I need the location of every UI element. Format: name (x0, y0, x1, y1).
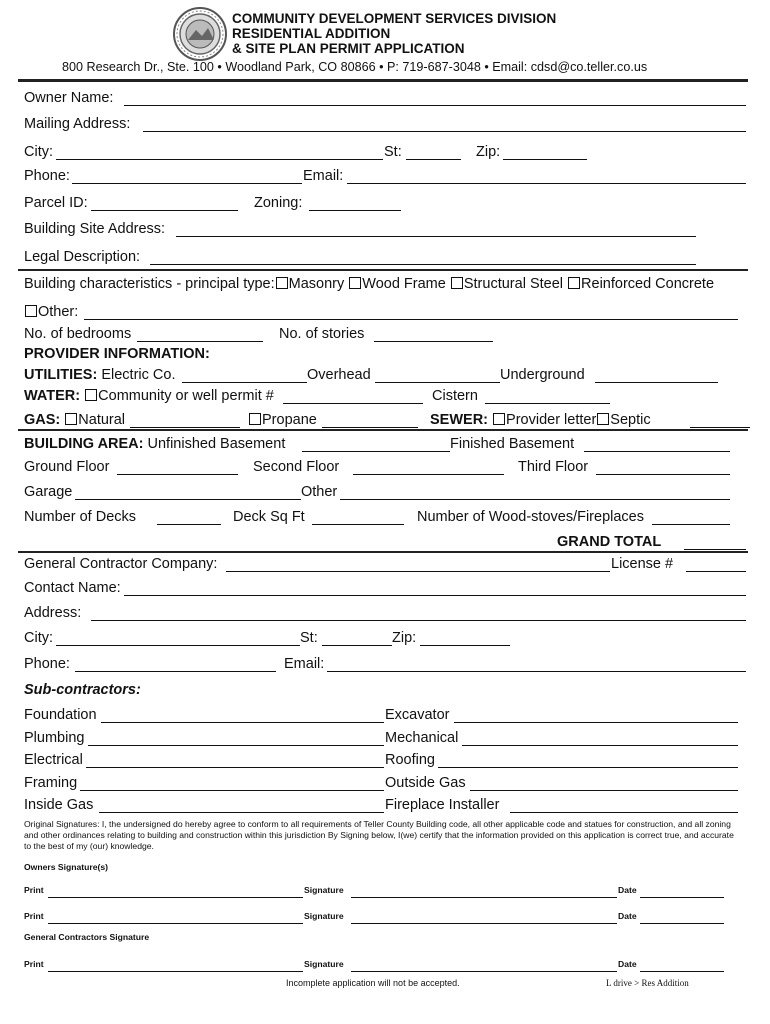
overhead-label: Overhead (307, 367, 371, 383)
electric-label: Electric Co. (101, 367, 176, 383)
legal-description-field[interactable] (150, 250, 696, 265)
foundation-label: Foundation (24, 707, 97, 723)
gc-company-label: General Contractor Company: (24, 556, 218, 572)
section-divider (18, 429, 748, 431)
wood-frame-label: Wood Frame (362, 276, 446, 292)
ground-floor-label: Ground Floor (24, 459, 110, 475)
file-reference: L drive > Res Addition (606, 978, 689, 988)
site-address-field[interactable] (176, 222, 696, 237)
excavator-field[interactable] (454, 708, 738, 723)
bedrooms-label: No. of bedrooms (24, 326, 132, 342)
excavator-label: Excavator (385, 707, 450, 723)
plumbing-label: Plumbing (24, 730, 85, 746)
header-divider (18, 79, 748, 82)
structural-steel-label: Structural Steel (463, 276, 563, 292)
septic-field[interactable] (690, 413, 750, 428)
community-field[interactable] (283, 389, 423, 404)
other-type-field[interactable] (84, 305, 738, 320)
fireplace-label: Fireplace Installer (385, 797, 500, 813)
date-label: Date (618, 911, 637, 921)
sewer-row (430, 412, 651, 429)
area-other-field[interactable] (340, 485, 730, 500)
gc-zip-label: Zip: (392, 630, 417, 646)
zip-label: Zip: (476, 144, 501, 160)
septic-label: Septic (610, 412, 651, 428)
gc-address-field[interactable] (91, 606, 746, 621)
decks-field[interactable] (157, 510, 221, 525)
site-address-label: Building Site Address: (24, 221, 166, 237)
header-title-1: COMMUNITY DEVELOPMENT SERVICES DIVISION (232, 11, 557, 26)
license-label: License # (611, 556, 674, 572)
signature-label: Signature (304, 911, 344, 921)
provider-title: PROVIDER INFORMATION: (24, 346, 210, 362)
stories-label: No. of stories (279, 326, 365, 342)
gc-city-label: City: (24, 630, 53, 646)
mailing-address-label: Mailing Address: (24, 116, 131, 132)
second-floor-field[interactable] (353, 460, 504, 475)
framing-field[interactable] (80, 776, 384, 791)
area-row-1 (24, 436, 285, 453)
owner-signature-field-1[interactable] (351, 883, 617, 898)
natural-label: Natural (78, 412, 126, 428)
woodstoves-label: Number of Wood-stoves/Fireplaces (417, 509, 644, 525)
outside-gas-field[interactable] (470, 776, 738, 791)
community-label: Community or well permit # (98, 388, 274, 404)
roofing-label: Roofing (385, 752, 435, 768)
masonry-checkbox[interactable] (276, 277, 288, 289)
stories-field[interactable] (374, 327, 493, 342)
propane-label: Propane (262, 412, 317, 428)
owner-date-field-2[interactable] (640, 909, 724, 924)
print-label: Print (24, 885, 44, 895)
gc-date-field[interactable] (640, 957, 724, 972)
septic-checkbox[interactable] (597, 413, 609, 425)
parcel-id-label: Parcel ID: (24, 195, 88, 211)
city-field[interactable] (56, 145, 383, 160)
roofing-field[interactable] (438, 753, 738, 768)
utilities-label: UTILITIES: (24, 367, 98, 383)
zip-field[interactable] (503, 145, 587, 160)
water-row (24, 388, 274, 405)
unfinished-field[interactable] (302, 437, 450, 452)
gas-label: GAS: (24, 412, 61, 428)
propane-checkbox[interactable] (249, 413, 261, 425)
underground-field[interactable] (595, 368, 718, 383)
date-label: Date (618, 959, 637, 969)
mailing-address-field[interactable] (143, 117, 746, 132)
grand-total-label: GRAND TOTAL (557, 534, 662, 550)
gc-contact-label: Contact Name: (24, 580, 121, 596)
incomplete-notice: Incomplete application will not be accepted. (286, 978, 460, 988)
deck-sqft-label: Deck Sq Ft (233, 509, 305, 525)
ground-floor-field[interactable] (117, 460, 238, 475)
state-label: St: (384, 144, 402, 160)
plumbing-field[interactable] (88, 731, 384, 746)
water-label: WATER: (24, 388, 81, 404)
deck-sqft-field[interactable] (312, 510, 404, 525)
owner-name-field[interactable] (124, 91, 746, 106)
gc-zip-field[interactable] (420, 631, 510, 646)
other-type-row (24, 304, 78, 321)
owner-print-field-2[interactable] (48, 909, 303, 924)
city-label: City: (24, 144, 53, 160)
inside-gas-label: Inside Gas (24, 797, 94, 813)
reinforced-concrete-checkbox[interactable] (568, 277, 580, 289)
other-type-label: Other: (38, 304, 79, 320)
subcontractors-title: Sub-contractors: (24, 682, 141, 698)
state-field[interactable] (406, 145, 461, 160)
owner-print-field-1[interactable] (48, 883, 303, 898)
gc-address-label: Address: (24, 605, 82, 621)
phone-field[interactable] (72, 169, 302, 184)
community-checkbox[interactable] (85, 389, 97, 401)
print-label: Print (24, 959, 44, 969)
foundation-field[interactable] (101, 708, 384, 723)
gc-phone-field[interactable] (75, 657, 276, 672)
signature-label: Signature (304, 959, 344, 969)
framing-label: Framing (24, 775, 78, 791)
utilities-row (24, 367, 175, 384)
structural-steel-checkbox[interactable] (451, 277, 463, 289)
section-divider (18, 551, 748, 553)
zoning-label: Zoning: (254, 195, 303, 211)
gc-state-label: St: (300, 630, 318, 646)
print-label: Print (24, 911, 44, 921)
characteristics-label: Building characteristics - principal type: (24, 276, 275, 292)
gas-row (24, 412, 125, 429)
propane-field[interactable] (322, 413, 418, 428)
underground-label: Underground (500, 367, 585, 383)
area-other-label: Other (301, 484, 338, 500)
bedrooms-field[interactable] (137, 327, 263, 342)
county-seal-icon (172, 6, 228, 62)
grand-total-field[interactable] (684, 535, 746, 550)
provider-letter-label: Provider letter (506, 412, 597, 428)
electrical-label: Electrical (24, 752, 83, 768)
finished-field[interactable] (584, 437, 730, 452)
gc-print-field[interactable] (48, 957, 303, 972)
email-field[interactable] (347, 169, 746, 184)
gc-state-field[interactable] (322, 631, 392, 646)
section-divider (18, 269, 748, 271)
finished-label: Finished Basement (450, 436, 575, 452)
third-floor-field[interactable] (596, 460, 730, 475)
reinforced-concrete-label: Reinforced Concrete (581, 276, 715, 292)
gc-contact-field[interactable] (124, 581, 746, 596)
owner-name-label: Owner Name: (24, 90, 114, 106)
masonry-label: Masonry (288, 276, 345, 292)
garage-field[interactable] (75, 485, 301, 500)
fireplace-field[interactable] (510, 798, 738, 813)
inside-gas-field[interactable] (99, 798, 384, 813)
owner-date-field-1[interactable] (640, 883, 724, 898)
natural-field[interactable] (130, 413, 240, 428)
sewer-label: SEWER: (430, 412, 488, 428)
gc-signature-field[interactable] (351, 957, 617, 972)
electrical-field[interactable] (86, 753, 384, 768)
signature-label: Signature (304, 885, 344, 895)
natural-checkbox[interactable] (65, 413, 77, 425)
owner-signature-field-2[interactable] (351, 909, 617, 924)
cistern-field[interactable] (485, 389, 610, 404)
mechanical-label: Mechanical (385, 730, 459, 746)
propane-row (248, 412, 317, 429)
wood-frame-checkbox[interactable] (349, 277, 361, 289)
gc-email-field[interactable] (327, 657, 746, 672)
license-field[interactable] (686, 557, 746, 572)
garage-label: Garage (24, 484, 73, 500)
cistern-label: Cistern (432, 388, 478, 404)
gc-phone-label: Phone: (24, 656, 70, 672)
gc-email-label: Email: (284, 656, 325, 672)
gc-company-field[interactable] (226, 557, 610, 572)
electric-field[interactable] (182, 368, 307, 383)
decks-label: Number of Decks (24, 509, 137, 525)
third-floor-label: Third Floor (518, 459, 589, 475)
date-label: Date (618, 885, 637, 895)
signature-statement: Original Signatures: I, the undersigned do hereby agree to conform to all requirements of Teller County Building code, all other applicable code and statues for construction, and all zoning and other ordinances relating to building and construction within this jurisdiction By Signing below, I(we) certify that the information provided on this application is correct true, and accurate to the best of my (our) knowledge. (24, 819, 734, 851)
header-title-3: & SITE PLAN PERMIT APPLICATION (232, 41, 465, 56)
overhead-field[interactable] (375, 368, 500, 383)
unfinished-label: Unfinished Basement (147, 436, 286, 452)
parcel-id-field[interactable] (91, 196, 238, 211)
email-label: Email: (303, 168, 344, 184)
gc-city-field[interactable] (56, 631, 300, 646)
legal-description-label: Legal Description: (24, 249, 141, 265)
zoning-field[interactable] (309, 196, 401, 211)
phone-label: Phone: (24, 168, 70, 184)
header-title-2: RESIDENTIAL ADDITION (232, 26, 391, 41)
gc-signature-title: General Contractors Signature (24, 932, 150, 942)
mechanical-field[interactable] (462, 731, 738, 746)
other-type-checkbox[interactable] (25, 305, 37, 317)
building-characteristics-row (24, 276, 714, 293)
outside-gas-label: Outside Gas (385, 775, 466, 791)
second-floor-label: Second Floor (253, 459, 340, 475)
provider-letter-checkbox[interactable] (493, 413, 505, 425)
owners-signature-title: Owners Signature(s) (24, 862, 109, 872)
woodstoves-field[interactable] (652, 510, 730, 525)
header-address: 800 Research Dr., Ste. 100 • Woodland Park, CO 80866 • P: 719-687-3048 • Email: cdsd@co.teller.co.us (62, 60, 648, 74)
area-title: BUILDING AREA: (24, 436, 144, 452)
